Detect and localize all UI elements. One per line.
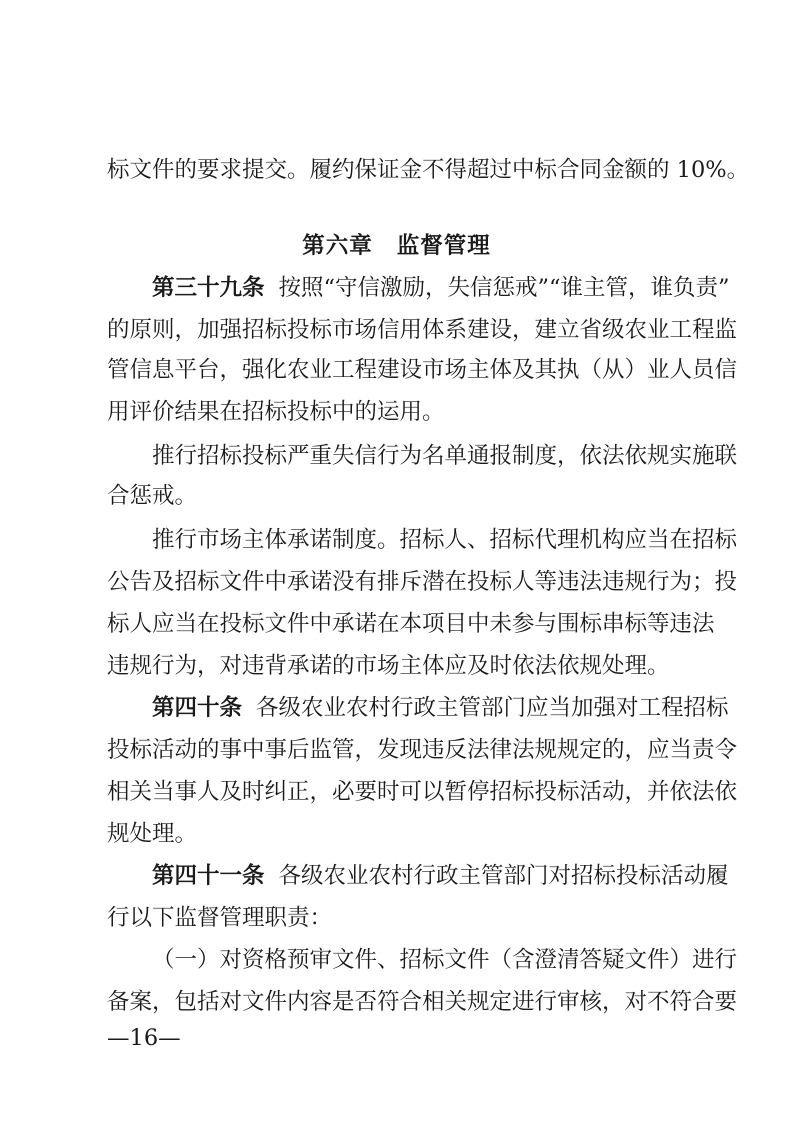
text-line: 推行招标投标严重失信行为名单通报制度，依法依规实施联 xyxy=(152,443,738,469)
article-39-line xyxy=(152,268,730,308)
chapter-heading xyxy=(0,226,793,266)
text-line: 推行市场主体承诺制度。招标人、招标代理机构应当在招标 xyxy=(152,527,738,553)
text-line: 合惩戒。 xyxy=(107,483,198,509)
page-number: —16— xyxy=(107,1025,181,1051)
text-line: 标文件的要求提交。履约保证金不得超过中标合同金额的 10%。 xyxy=(107,157,750,183)
text-span: 按照“守信激励，失信惩戒”“谁主管，谁负责” xyxy=(278,275,730,301)
text-span: 各级农业农村行政主管部门应当加强对工程招标 xyxy=(256,695,729,721)
article-41-line xyxy=(152,856,729,896)
article-40-line xyxy=(152,688,729,728)
chapter-title: 监督管理 xyxy=(396,233,491,259)
text-line: 标人应当在投标文件中承诺在本项目中未参与围标串标等违法 xyxy=(107,611,715,637)
article-40-label: 第四十条 xyxy=(152,695,243,721)
article-39-label: 第三十九条 xyxy=(152,275,265,301)
article-41-label: 第四十一条 xyxy=(152,863,265,889)
text-line: 投标活动的事中事后监管，发现违反法律法规规定的，应当责令 xyxy=(107,737,738,763)
text-line: （一）对资格预审文件、招标文件（含澄清答疑文件）进行 xyxy=(152,947,738,973)
text-line: 规处理。 xyxy=(107,821,198,847)
text-line: 违规行为，对违背承诺的市场主体应及时依法依规处理。 xyxy=(107,653,670,679)
chapter-number: 第六章 xyxy=(302,233,373,259)
text-line: 管信息平台，强化农业工程建设市场主体及其执（从）业人员信 xyxy=(107,357,738,383)
text-line: 备案，包括对文件内容是否符合相关规定进行审核，对不符合要 xyxy=(107,989,738,1015)
text-line: 行以下监督管理职责： xyxy=(107,905,333,931)
text-line: 的原则，加强招标投标市场信用体系建设，建立省级农业工程监 xyxy=(107,317,738,343)
text-span: 各级农业农村行政主管部门对招标投标活动履 xyxy=(278,863,729,889)
text-line: 相关当事人及时纠正，必要时可以暂停招标投标活动，并依法依 xyxy=(107,779,738,805)
text-line: 公告及招标文件中承诺没有排斥潜在投标人等违法违规行为；投 xyxy=(107,569,738,595)
text-line: 用评价结果在招标投标中的运用。 xyxy=(107,399,445,425)
